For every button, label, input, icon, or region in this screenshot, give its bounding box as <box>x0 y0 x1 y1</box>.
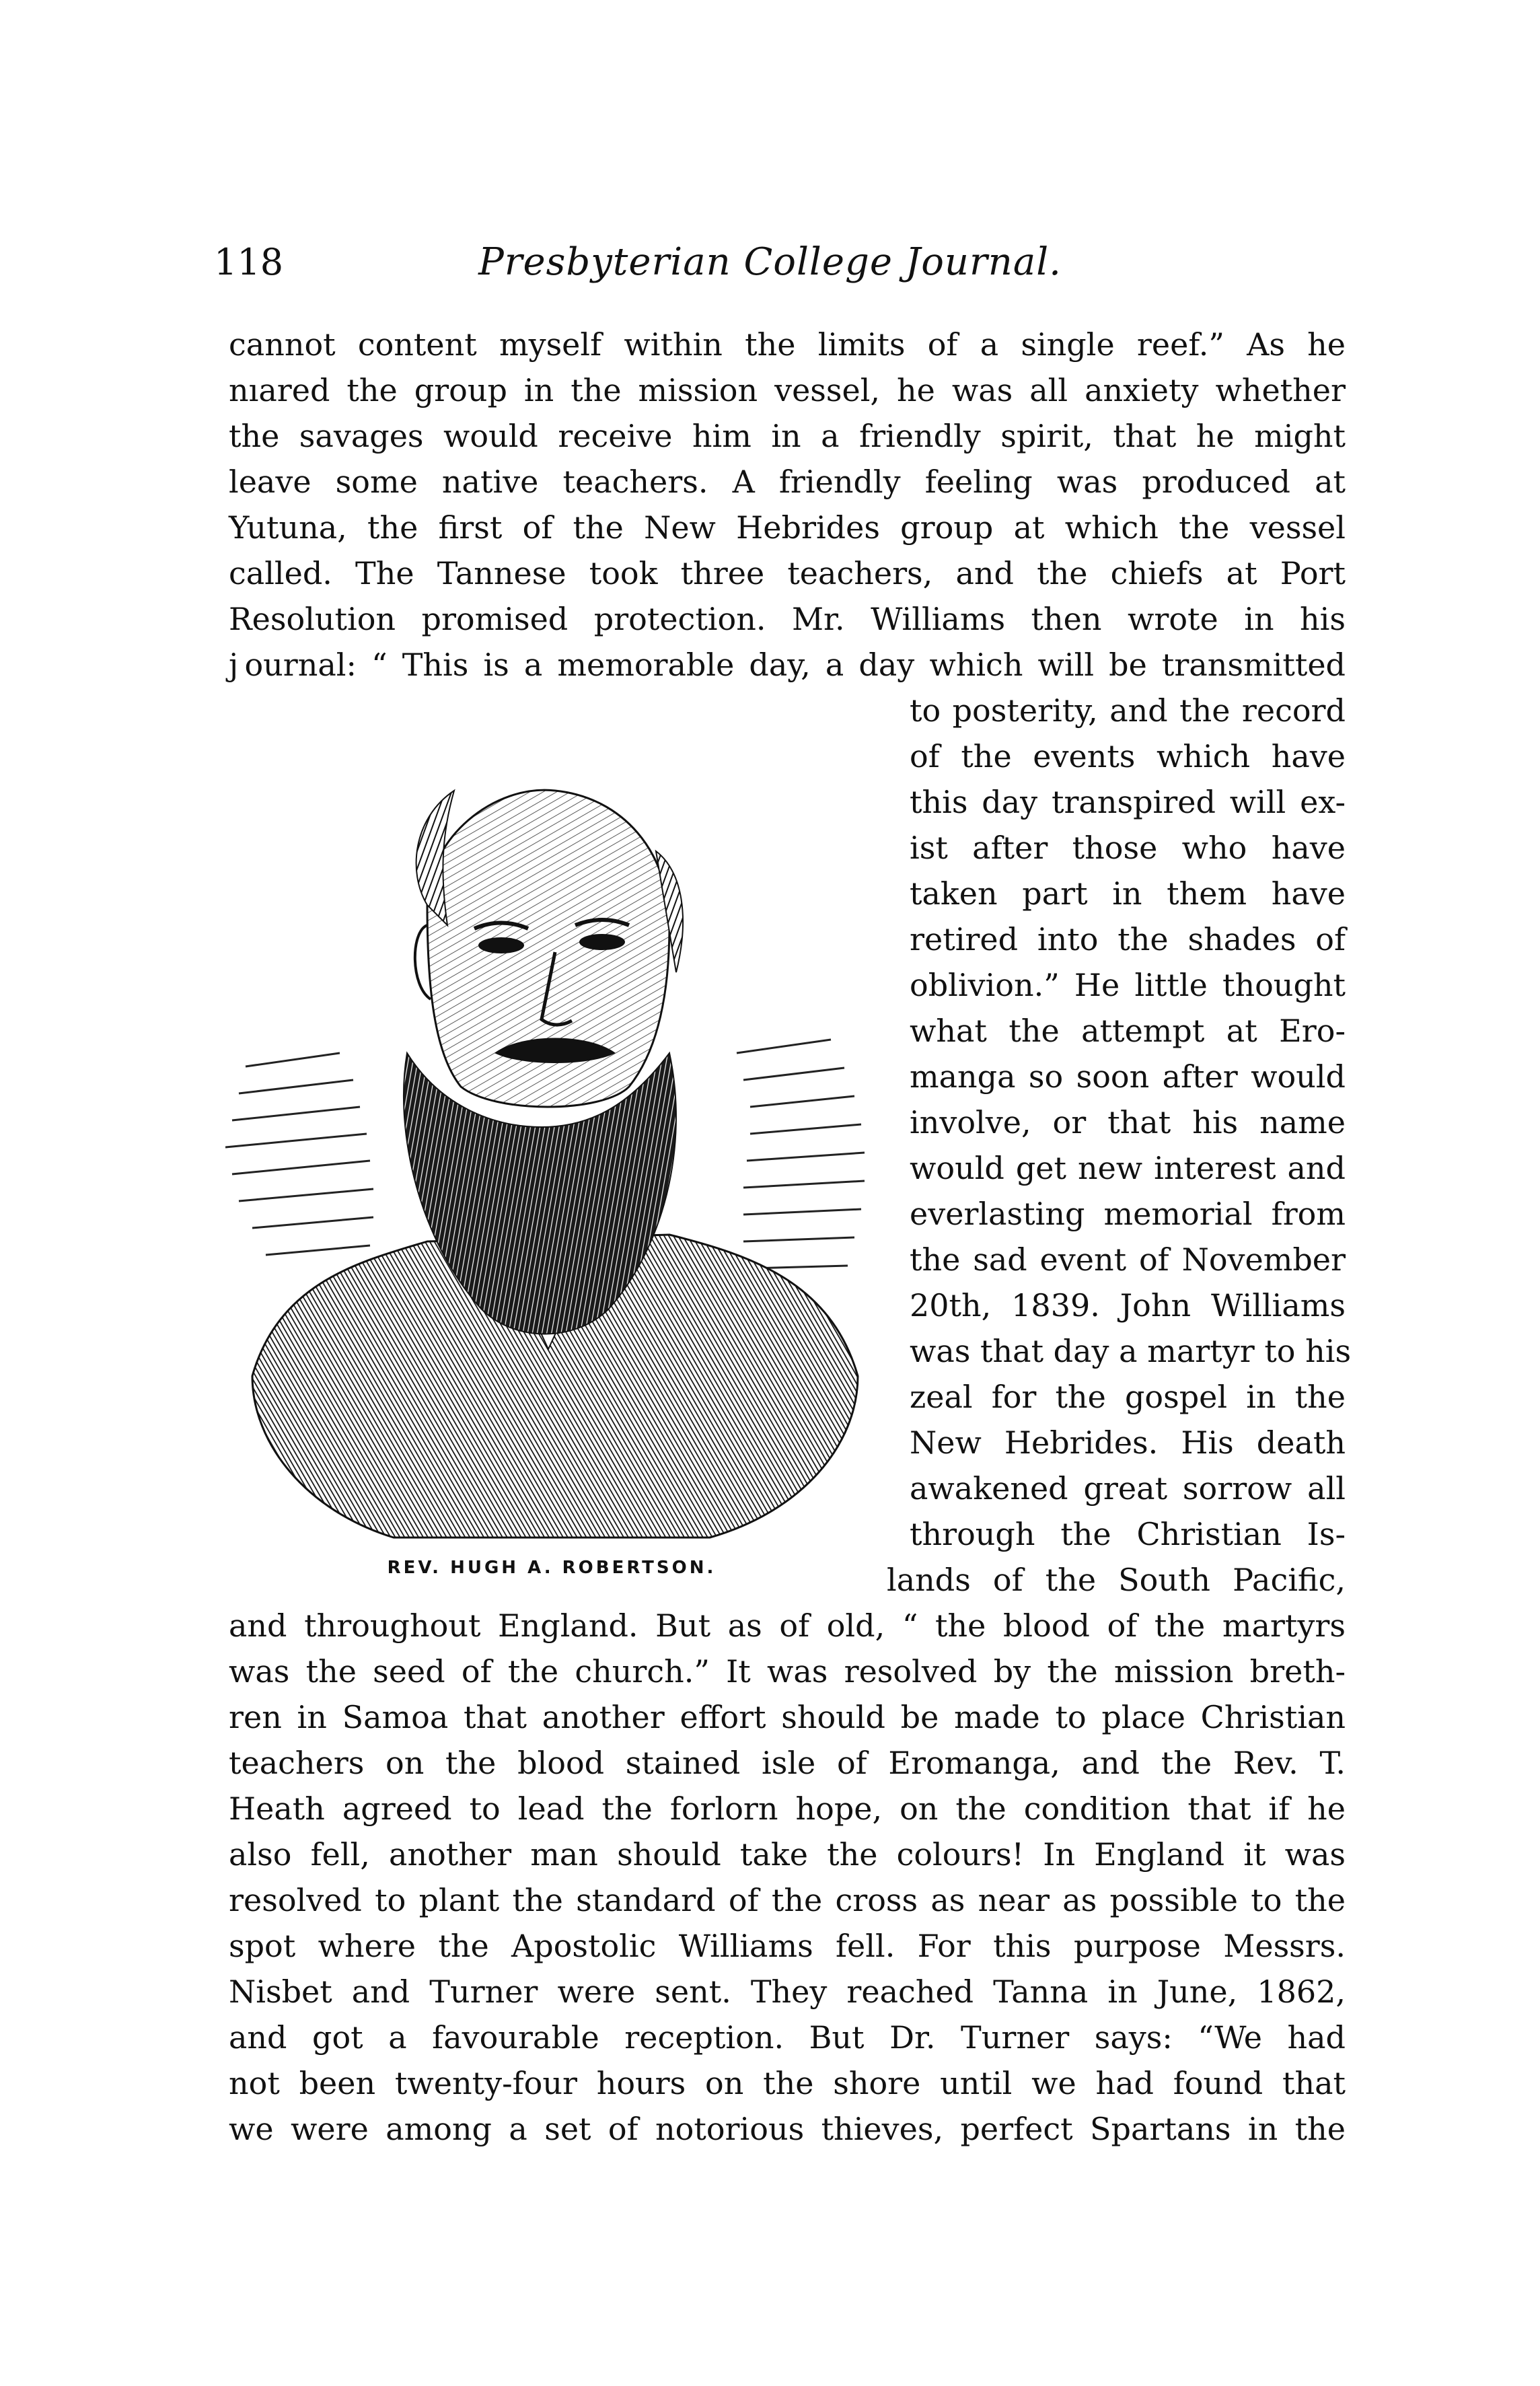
page-number: 118 <box>214 241 284 283</box>
body-line: everlasting memorial from <box>910 1196 1346 1232</box>
body-line: to posterity, and the record <box>910 692 1346 729</box>
body-line: 20th, 1839. John Williams <box>910 1287 1346 1324</box>
body-line: awakened great sorrow all <box>910 1470 1346 1507</box>
body-line: teachers on the blood stained isle of Eromanga, and the Rev. T. <box>229 1745 1346 1781</box>
body-line: this day transpired will ex- <box>910 784 1346 820</box>
body-line: we were among a set of notorious thieves, perfect Spartans in the <box>229 2111 1346 2147</box>
body-line: not been twenty-four hours on the shore until we had found that <box>229 2065 1346 2101</box>
body-line: Nisbet and Turner were sent. They reached Tanna in June, 1862, <box>229 1974 1346 2010</box>
body-line: involve, or that his name <box>910 1104 1346 1141</box>
body-line: the savages would receive him in a friendly spirit, that he might <box>229 418 1346 454</box>
body-line: resolved to plant the standard of the cross as near as possible to the <box>229 1882 1346 1918</box>
body-line: Heath agreed to lead the forlorn hope, on the condition that if he <box>229 1791 1346 1827</box>
body-line: New Hebrides. His death <box>910 1424 1346 1461</box>
body-line: oblivion.” He little thought <box>910 967 1346 1003</box>
body-line: Resolution promised protection. Mr. Williams then wrote in his <box>229 601 1346 637</box>
body-line: nıared the group in the mission vessel, he was all anxiety whether <box>229 372 1346 408</box>
body-line: would get new interest and <box>910 1150 1346 1186</box>
body-line: and throughout England. But as of old, “ the blood of the martyrs <box>229 1607 1346 1644</box>
body-line: cannot content myself within the limits of a single reef.” As he <box>229 326 1346 363</box>
body-line: manga so soon after would <box>910 1058 1346 1095</box>
body-line: was that day a martyr to his <box>910 1333 1352 1369</box>
body-line: of the events which have <box>910 738 1346 774</box>
body-line: Yutuna, the first of the New Hebrides group at which the vessel <box>229 509 1346 546</box>
body-line: retired into the shades of <box>910 921 1346 957</box>
body-line: spot where the Apostolic Williams fell. For this purpose Messrs. <box>229 1928 1346 1964</box>
body-line: lands of the South Pacific, <box>887 1562 1346 1598</box>
body-line: leave some native teachers. A friendly feeling was produced at <box>229 464 1346 500</box>
body-line: the sad event of November <box>910 1241 1346 1278</box>
body-line: and got a favourable reception. But Dr. Turner says: “We had <box>229 2019 1346 2056</box>
body-line: ist after those who have <box>910 830 1346 866</box>
running-head: Presbyterian College Journal. <box>478 240 1062 284</box>
body-line: through the Christian Is- <box>910 1516 1346 1552</box>
body-line: was the seed of the church.” It was resolved by the mission breth- <box>229 1653 1346 1690</box>
body-line: called. The Tannese took three teachers, and the chiefs at Port <box>229 555 1346 591</box>
body-line: j ournal: “ This is a memorable day, a day which will be transmitted <box>229 647 1346 683</box>
body-line: also fell, another man should take the colours! In England it was <box>229 1836 1346 1873</box>
portrait-engraving <box>225 703 878 1564</box>
body-line: zeal for the gospel in the <box>910 1379 1346 1415</box>
body-line: ren in Samoa that another effort should be made to place Christian <box>229 1699 1346 1735</box>
figure-caption: REV. HUGH A. ROBERTSON. <box>387 1558 717 1578</box>
body-line: taken part in them have <box>910 875 1346 912</box>
body-line: what the attempt at Ero- <box>910 1013 1346 1049</box>
